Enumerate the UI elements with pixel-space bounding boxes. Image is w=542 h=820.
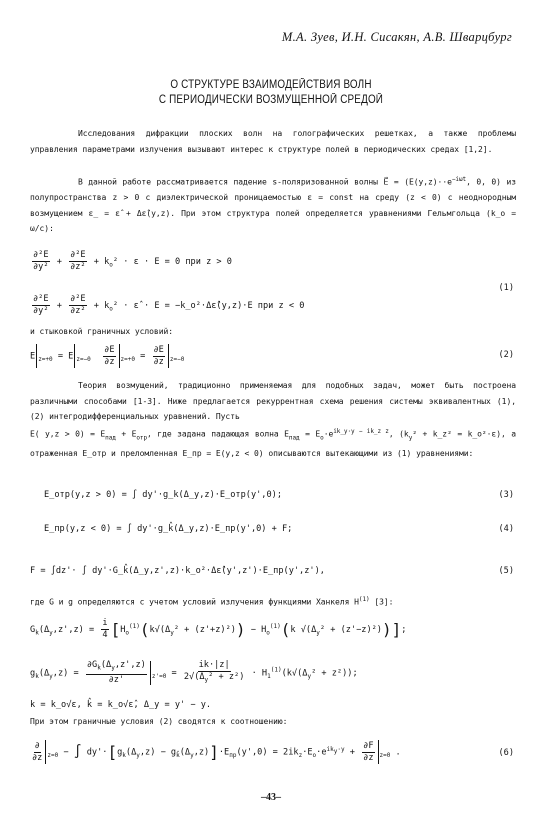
paragraph-fields-b-rest: ² + k_z² = k_o²·ε), а отраженная E_отр и преломленная E_пр = E(y,z < 0) описываются вытекающими из (1) уравнениями: (30, 429, 516, 458)
paragraph-fields-a: E( y,z > 0) = E (30, 429, 106, 439)
paragraph-problem (30, 172, 516, 237)
equation-3-number: (3) (498, 490, 514, 500)
equation-1-number: (1) (498, 283, 514, 293)
page-number: –43– (261, 792, 281, 803)
equation-3: E_отр(y,z > 0) = ∫ dy'·g_k(Δ_y,z)·E_отр(y',0); (44, 490, 282, 500)
equation-5: F = ∫dz'· ∫ dy'·G_k̂(Δ_y,z',z)·k_o²·Δε̂(y',z')·E_пр(y',z'), (30, 566, 325, 576)
paragraph-hankel-ref: [3]: (374, 597, 394, 607)
equation-G: $G_k(\Delta_y,z',z)$ = $\frac{i}{4}$ [$H_o^{(1)}(k√(\Delta_y^2 + (z'+z)^2)) - H_o^{(1)}(k$ $√(\Delta_y^2 + (z'-z)^2)$)]; (30, 618, 407, 640)
equation-1a: $\frac{\text{∂²E}}{\text{∂y²}}$ + $\frac{\text{∂²E}}{\text{∂z²}}$ + $k_o^2 \cdot \varepsilon \cdot E = 0$ при z > 0 (33, 250, 232, 272)
equation-4: E_пр(y,z < 0) = ∫ dy'·g_k̂(Δ_y,z)·E_пр(y',0) + F; (44, 524, 293, 534)
paragraph-problem-rest: , 0, 0) из полупространства z > 0 с диэлектрической проницаемостью ε = const на среду (z < 0) с неоднородным возмущением ε_ = ε̂ + Δε̂(y,z). При этом структура полей определяется уравнениями Гельмгольца (k_o = ω/c): (30, 177, 516, 234)
equation-5-number: (5) (498, 566, 514, 576)
paragraph-fields-rest: , где задана падающая волна E (147, 429, 289, 439)
article-title-line2: С ПЕРИОДИЧЕСКИ ВОЗМУЩЕННОЙ СРЕДОЙ (158, 94, 384, 106)
equation-g: $g_k(\Delta_y,z)$ = $\frac{\partial G_k(\Delta_y,z',z)}{\partial z'}$ $_{z'=0}$ = $\frac{ik\cdot|z|}{2√(\Delta_y^2 + z^2)}$ · $H_1^{(1)}(k√(\Delta_y^2 + z^2))$; (30, 660, 358, 685)
equation-1b-rhs: = −k_o²·Δε̂(y,z)·E при z < 0 (164, 301, 305, 311)
paragraph-boundary: и стыковкой граничных условий: (30, 327, 173, 336)
paragraph-problem-start: В данной работе рассматривается падение s-поляризованной волны (78, 177, 378, 187)
paragraph-fields-b: (k (399, 429, 409, 439)
paragraph-reduce: При этом граничные условия (2) сводятся к соотношению: (30, 717, 288, 726)
paragraph-problem-cont: ·e (442, 177, 452, 187)
equation-2-number: (2) (498, 350, 514, 360)
paragraph-intro-text: Исследования дифракции плоских волн на голографических решетках, а также проблемы управления параметрами излучения вызывают интерес к структуре полей в периодических средах [1,2]. (30, 129, 516, 154)
paragraph-fields-sub4: o (320, 434, 324, 442)
paragraph-hankel-sup: (1) (358, 596, 370, 603)
paragraph-fields-sub2: отр (136, 434, 148, 442)
paragraph-hankel (30, 592, 516, 610)
equation-2: E $_{z=+0}$ = E $_{z=-0}$ $\frac{\partial E}{\partial z}$ $_{z=+0}$ = $\frac{\partial E}{\partial z}$ $_{z=-0}$ (30, 344, 185, 367)
paragraph-problem-exp: −iωt (451, 176, 467, 183)
equation-6-number: (6) (498, 748, 514, 758)
equation-k: k = k_o√ε, k̂ = k_o√ε̂, Δ_y = y' − y. (30, 700, 212, 710)
equation-1b: $\frac{\text{∂²E}}{\text{∂y²}}$ + $\frac{\text{∂²E}}{\text{∂z²}}$ + $k_o^2$ · ε̂ · E = −k_o²·Δε̂(y,z)·E при z < 0 (33, 294, 305, 316)
paragraph-fields-mid: + E (115, 429, 137, 439)
paragraph-problem-vec: E⃗ = (E(y,z)· (383, 177, 443, 187)
paragraph-fields-exp: ik_y·y − ik_z z (333, 428, 389, 435)
paragraph-fields: E( $y,z > 0) = E_{пад} + E_{отр}$, где задана падающая волна $E_{пад} = E_o\cdot e^{ik\_y\cdot y - ik\_z z}$, ($k_y^2$ + k_z² = k_o²·ε), а отраженная E_отр и преломленная E_пр = E(y,z < 0) описываются вытекающими из (1) уравнениями: (30, 428, 516, 458)
article-title-line1: О СТРУКТУРЕ ВЗАИМОДЕЙСТВИЯ ВОЛН (170, 79, 372, 91)
equation-1a-rhs: = 0 при z > 0 (164, 257, 232, 267)
paragraph-fields-dot: ·e (323, 429, 334, 439)
paragraph-theory (30, 378, 516, 425)
running-header-authors: М.А. Зуев, И.Н. Сисакян, А.В. Шварцбург (281, 30, 512, 44)
paragraph-fields-sub1: пад (105, 434, 116, 442)
paragraph-fields-eq: = E (299, 429, 321, 439)
equation-4-number: (4) (498, 524, 514, 534)
paragraph-intro (30, 126, 516, 157)
paragraph-hankel-text: где G и g определяются с учетом условий излучения функциями Ханкеля H (30, 597, 359, 607)
equation-6: $\frac{\partial}{\partial z}$ $_{z=0}$ − ∫ $dy'\cdot[g_k(\Delta_y,z) - g_{k̂}(\Delta_y,z)]\cdot E_{пр}(y',0) = 2ik_z\cdot E_o\cdot e^{ik_y\cdot y}$ + $\frac{\partial F}{\partial z}$ $_{z=0}$ . (32, 740, 401, 763)
paragraph-fields-sub3: пад (288, 434, 300, 442)
paragraph-theory-text: Теория возмущений, традиционно применяемая для подобных задач, может быть построена различными способами [1-3]. Ниже предлагается рекуррентная схема решения системы эквивалентных (1), (2) интегродифференциальных уравнений. Пусть (30, 381, 516, 422)
